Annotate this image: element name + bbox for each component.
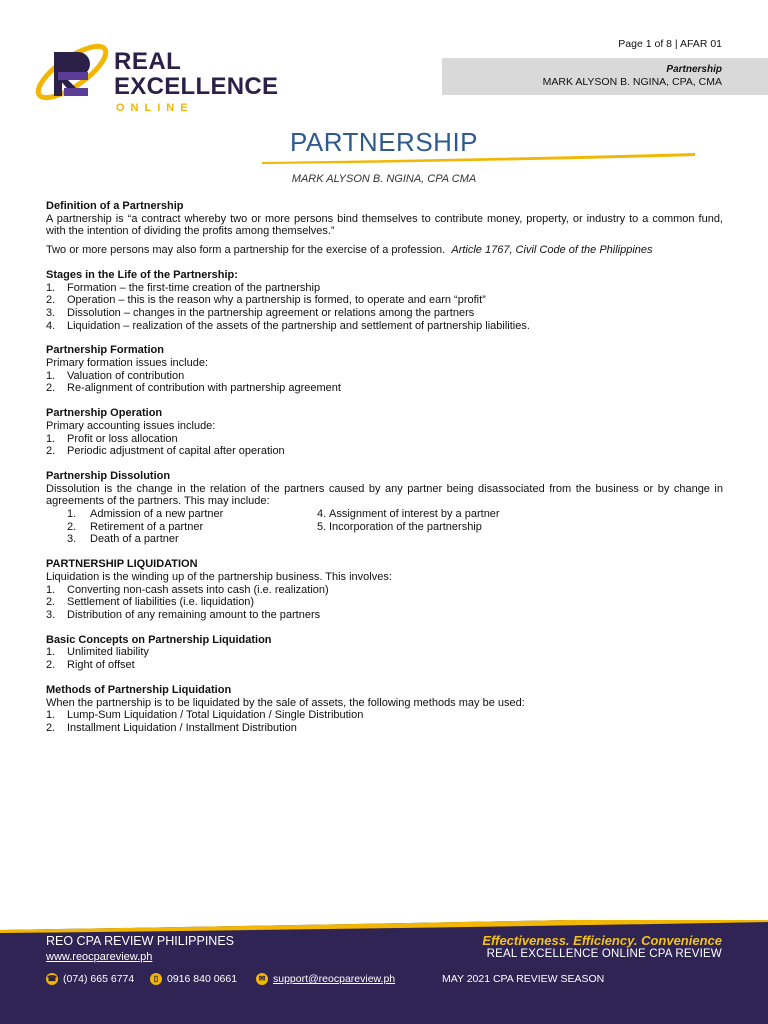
section-heading: Stages in the Life of the Partnership: — [46, 268, 238, 281]
list-item: 1. Valuation of contribution — [46, 369, 185, 382]
header-subject: Partnership — [666, 64, 722, 75]
section-intro: Primary formation issues include: — [46, 357, 209, 370]
footer-org: REO CPA REVIEW PHILIPPINES — [46, 934, 235, 948]
formation-section — [46, 344, 723, 395]
brand-logo — [34, 30, 304, 114]
list-item: 3. Distribution of any remaining amount to the partners — [46, 608, 321, 621]
document-body — [46, 200, 723, 747]
list-item: 2. Installment Liquidation / Installment Distribution — [46, 721, 297, 734]
footer-email — [256, 973, 395, 985]
title-underline — [0, 150, 768, 166]
list-item: 4. Assignment of interest by a partner — [317, 508, 500, 521]
basic-concepts-section — [46, 634, 723, 672]
section-heading: Basic Concepts on Partnership Liquidation — [46, 633, 272, 646]
footer-email-link[interactable]: support@reocpareview.ph — [273, 973, 396, 985]
list-item: 2. Retirement of a partner — [67, 520, 204, 533]
page-info: Page 1 of 8 | AFAR 01 — [618, 38, 722, 50]
header-box — [442, 58, 768, 95]
profession-text: Two or more persons may also form a partnership for the exercise of a profession. — [46, 244, 446, 257]
definition-section — [46, 200, 723, 257]
list-item: 2. Right of offset — [46, 659, 135, 672]
list-item: 3. Death of a partner — [67, 533, 179, 546]
page-title: PARTNERSHIP — [289, 127, 479, 157]
section-heading: Partnership Formation — [46, 344, 164, 357]
dissolution-col1 — [67, 508, 317, 546]
citation: Article 1767, Civil Code of the Philippines — [451, 244, 653, 257]
list-item: 1. Lump-Sum Liquidation / Total Liquidation / Single Distribution — [46, 709, 364, 722]
mobile-icon: ▯ — [150, 973, 162, 985]
list-item: 3. Dissolution – changes in the partnership agreement or relations among the partners — [46, 306, 475, 319]
brand-line2: EXCELLENCE — [114, 73, 279, 100]
brand-line1: REAL — [114, 48, 182, 75]
list-item: 1. Profit or loss allocation — [46, 432, 178, 445]
list-item: 5. Incorporation of the partnership — [317, 520, 482, 533]
dissolution-columns — [46, 508, 723, 546]
list-item: 1. Admission of a new partner — [67, 508, 224, 521]
mail-icon: ✉ — [256, 973, 268, 985]
section-heading: Definition of a Partnership — [46, 200, 184, 212]
methods-section — [46, 684, 723, 735]
list-item: 2. Operation – this is the reason why a partnership is formed, to operate and earn “profit” — [46, 294, 486, 307]
list-item: 1. Unlimited liability — [46, 646, 149, 659]
definition-paragraph: A partnership is “a contract whereby two or more persons bind themselves to contribute money, property, or industry to a common fund, with the intention of dividing the profits among themselves.” — [46, 212, 723, 238]
header-author: MARK ALYSON B. NGINA, CPA, CMA — [542, 76, 722, 88]
list-item: 4. Liquidation – realization of the assets of the partnership and settlement of partnership liabilities. — [46, 319, 530, 332]
section-intro: When the partnership is to be liquidated by the sale of assets, the following methods may be used: — [46, 696, 525, 709]
dissolution-section — [46, 470, 723, 546]
list-item: 2. Re-alignment of contribution with partnership agreement — [46, 382, 341, 395]
logo-mark-icon — [34, 30, 112, 110]
footer-program: REAL EXCELLENCE ONLINE CPA REVIEW — [486, 948, 722, 960]
section-heading: PARTNERSHIP LIQUIDATION — [46, 558, 198, 571]
stages-section — [46, 269, 723, 333]
list-item: 1. Formation – the first-time creation of the partnership — [46, 281, 321, 294]
list-item: 1. Converting non-cash assets into cash (i.e. realization) — [46, 583, 329, 596]
section-heading: Methods of Partnership Liquidation — [46, 683, 232, 696]
footer-mobile: ▯ 0916 840 0661 — [150, 973, 237, 985]
footer-season: MAY 2021 CPA REVIEW SEASON — [442, 973, 605, 985]
footer-phone: ☎ (074) 665 6774 — [47, 973, 135, 985]
page-footer — [0, 920, 768, 1024]
section-heading: Partnership Dissolution — [46, 469, 171, 482]
byline: MARK ALYSON B. NGINA, CPA CMA — [291, 173, 477, 185]
section-intro: Dissolution is the change in the relation of the partners caused by any partner being disassociated from the business or by change in agreements of the partners. This may include: — [46, 482, 723, 508]
section-intro: Primary accounting issues include: — [46, 419, 216, 432]
operation-section — [46, 407, 723, 458]
phone-icon: ☎ — [47, 974, 57, 983]
section-heading: Partnership Operation — [46, 407, 163, 420]
list-item: 2. Periodic adjustment of capital after operation — [46, 445, 285, 458]
footer-slogan: Effectiveness. Efficiency. Convenience — [482, 933, 722, 948]
liquidation-section — [46, 558, 723, 622]
dissolution-col2 — [317, 508, 500, 546]
profession-paragraph — [46, 244, 723, 257]
section-intro: Liquidation is the winding up of the partnership business. This involves: — [46, 570, 392, 583]
footer-website-link[interactable]: www.reocpareview.ph — [46, 951, 153, 963]
brand-line3: ONLINE — [116, 102, 194, 114]
list-item: 2. Settlement of liabilities (i.e. liquidation) — [46, 596, 255, 609]
